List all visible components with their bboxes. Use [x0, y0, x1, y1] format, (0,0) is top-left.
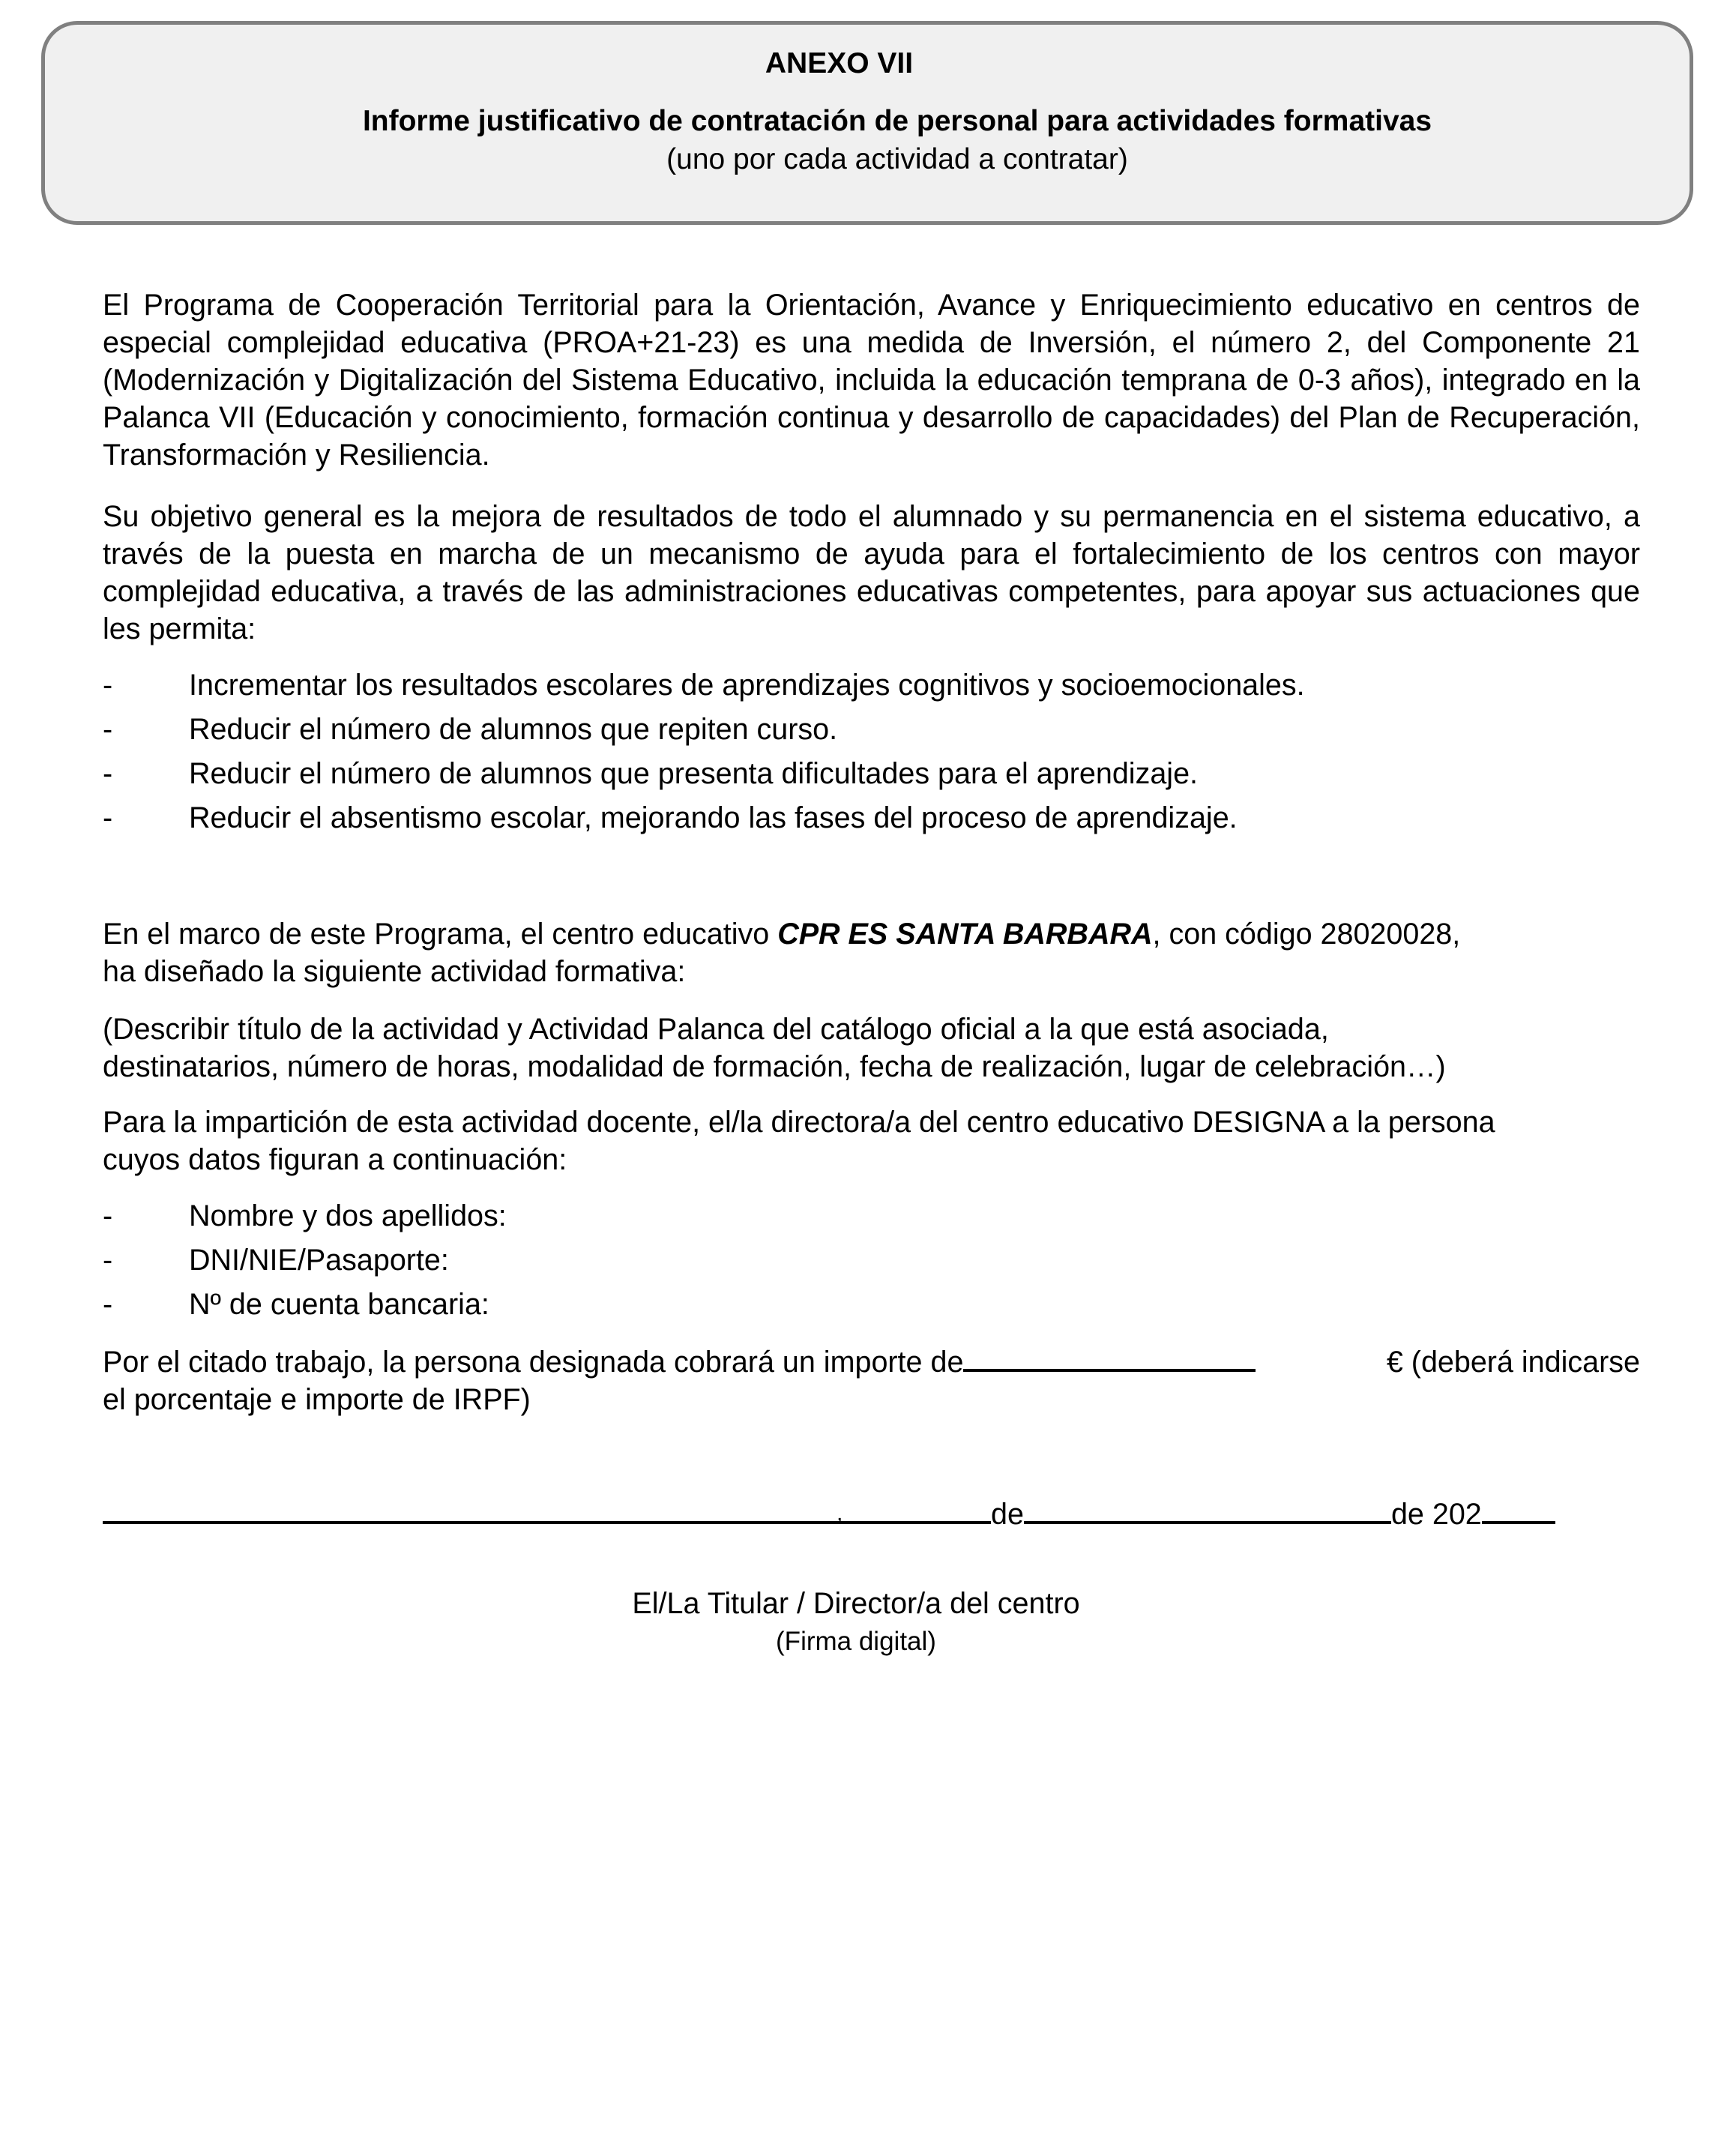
bullet-dash: -	[103, 1244, 113, 1277]
bullet-dash: -	[103, 1199, 113, 1232]
bullet-dash: -	[103, 1288, 113, 1321]
payment-prefix: Por el citado trabajo, la persona designada cobrará un importe de	[103, 1346, 964, 1379]
document-title: Informe justificativo de contratación de personal para actividades formativas	[362, 105, 1432, 137]
objective-item	[103, 711, 837, 748]
day-blank-field[interactable]	[841, 1496, 991, 1524]
bullet-dash: -	[103, 713, 113, 746]
designation-paragraph	[103, 1103, 1640, 1178]
objective-item	[103, 666, 1305, 704]
document-subtitle: (uno por cada actividad a contratar)	[666, 143, 1128, 175]
date-line	[103, 1496, 1640, 1533]
annex-label: ANEXO VII	[765, 47, 914, 79]
activity-description-line-2: destinatarios, número de horas, modalidad de formación, fecha de realización, lugar de celebración…)	[103, 1050, 1446, 1083]
place-blank-field[interactable]	[103, 1496, 841, 1524]
month-blank-field[interactable]	[1024, 1496, 1391, 1524]
intro-paragraph-1: El Programa de Cooperación Territorial para la Orientación, Avance y Enriquecimiento educativo en centros de especial complejidad educativa (PROA+21-23) es una medida de Inversión, el número 2, del Componente 21 (Modernización y Digitalización del Sistema Educativo, incluida la educación temprana de 0-3 años), integrado en la Palanca VII (Educación y conocimiento, formación continua y desarrollo de capacidades) del Plan de Recuperación, Transformación y Resiliencia.	[103, 289, 1640, 472]
activity-description	[103, 1011, 1640, 1085]
person-field-label: Nombre y dos apellidos:	[189, 1199, 507, 1232]
objective-text: Reducir el número de alumnos que repiten curso.	[189, 713, 838, 746]
payment-line-2: el porcentaje e importe de IRPF)	[103, 1383, 531, 1416]
year-blank-field[interactable]	[1482, 1496, 1555, 1524]
center-paragraph	[103, 915, 1640, 990]
date-de-label-1: de	[991, 1498, 1024, 1531]
objective-item	[103, 755, 1198, 792]
person-field-id[interactable]	[103, 1241, 449, 1279]
payment-paragraph	[103, 1343, 1640, 1418]
bullet-dash: -	[103, 801, 113, 834]
objective-text: Incrementar los resultados escolares de aprendizajes cognitivos y socioemocionales.	[189, 669, 1305, 702]
intro-paragraph-2: Su objetivo general es la mejora de resultados de todo el alumnado y su permanencia en el sistema educativo, a través de la puesta en marcha de un mecanismo de ayuda para el fortalecimiento de los centros con mayor complejidad educativa, a través de las administraciones educativas competentes, para apoyar sus actuaciones que les permita:	[103, 500, 1640, 645]
person-field-bank-account[interactable]	[103, 1286, 489, 1323]
objective-text: Reducir el absentismo escolar, mejorando las fases del proceso de aprendizaje.	[189, 801, 1238, 834]
annex-header-box	[41, 21, 1693, 225]
amount-blank-field[interactable]	[963, 1343, 1256, 1372]
person-field-name[interactable]	[103, 1197, 507, 1235]
date-de-year-label: de 202	[1390, 1498, 1482, 1531]
bullet-dash: -	[103, 669, 113, 702]
center-name: CPR ES SANTA BARBARA	[777, 918, 1153, 951]
designation-line-1: Para la impartición de esta actividad docente, el/la directora/a del centro educativo DESIGNA a la persona	[103, 1106, 1495, 1139]
center-line-2: ha diseñado la siguiente actividad formativa:	[103, 955, 686, 988]
payment-line-1	[103, 1343, 1640, 1381]
activity-description-line-1: (Describir título de la actividad y Actividad Palanca del catálogo oficial a la que está asociada,	[103, 1013, 1329, 1046]
center-prefix: En el marco de este Programa, el centro educativo	[103, 918, 778, 951]
objective-item	[103, 799, 1238, 837]
signature-role: El/La Titular / Director/a del centro	[632, 1587, 1080, 1620]
payment-suffix: € (deberá indicarse	[1386, 1346, 1640, 1379]
person-field-label: DNI/NIE/Pasaporte:	[189, 1244, 449, 1277]
date-comma: ,	[837, 1501, 843, 1526]
center-line-1	[103, 915, 1640, 953]
center-code-suffix: , con código 28020028,	[1152, 918, 1461, 951]
bullet-dash: -	[103, 757, 113, 790]
designation-line-2: cuyos datos figuran a continuación:	[103, 1143, 567, 1176]
signature-note: (Firma digital)	[776, 1627, 936, 1656]
person-field-label: Nº de cuenta bancaria:	[189, 1288, 489, 1321]
objective-text: Reducir el número de alumnos que presenta dificultades para el aprendizaje.	[189, 757, 1199, 790]
